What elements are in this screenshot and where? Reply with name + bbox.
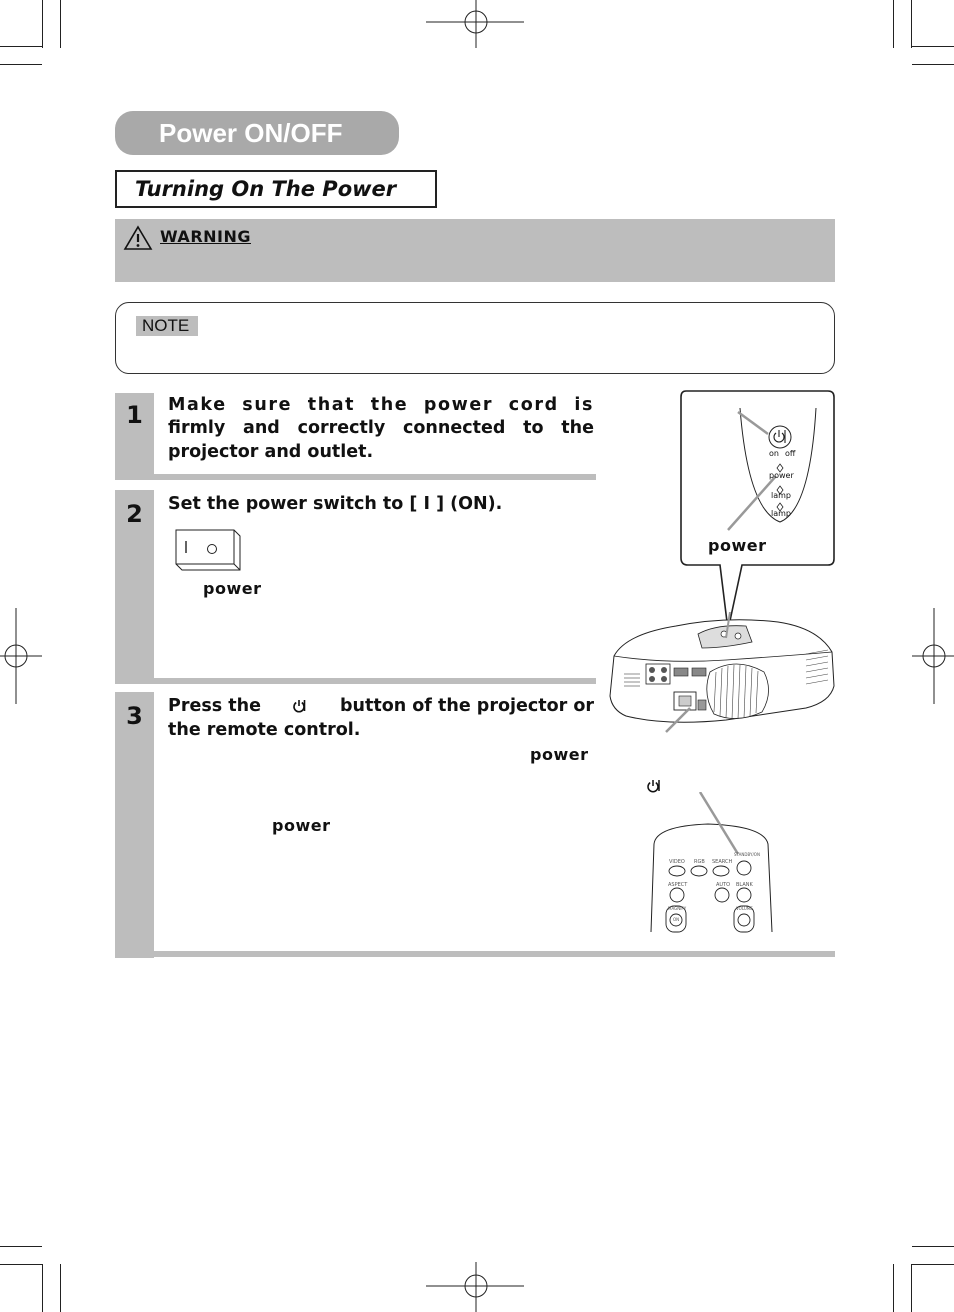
power-switch-icon: [174, 528, 244, 574]
step-2-text: Set the power switch to [ I ] (ON).: [168, 494, 503, 514]
panel-label-on: on: [769, 449, 779, 458]
remote-label-magnify: MAGNIFY: [668, 906, 687, 911]
remote-label-auto: AUTO: [716, 882, 731, 888]
panel-label-power: power: [769, 471, 794, 480]
step-1-line-1: Make sure that the power cord is: [168, 395, 594, 415]
panel-label-lamp: lamp: [771, 509, 791, 518]
remote-label-on: ON: [673, 917, 680, 922]
note-tag: NOTE: [136, 316, 198, 336]
power-indicator-label: power: [203, 579, 262, 598]
callout-power-label: power: [708, 536, 767, 555]
panel-label-off: off: [785, 449, 796, 458]
remote-label-volume: VOLUME: [736, 906, 753, 911]
step-number: 3: [126, 702, 143, 730]
remote-label-blank: BLANK: [736, 882, 753, 888]
panel-label-lamp: lamp: [771, 491, 791, 500]
remote-label-standby: STANDBY/ON: [734, 852, 760, 857]
remote-label-aspect: ASPECT: [668, 882, 688, 888]
step-1-line-3: projector and outlet.: [168, 442, 374, 462]
warning-label: WARNING: [160, 227, 251, 246]
warning-triangle-icon: [123, 225, 153, 251]
step-3-line-1: Press the button of the projector or: [168, 696, 594, 716]
standby-on-icon: [292, 698, 308, 714]
remote-label-rgb: RGB: [694, 859, 705, 865]
section-title: Turning On The Power: [115, 170, 437, 208]
power-indicator-label: power: [272, 816, 331, 835]
power-indicator-label: power: [530, 745, 589, 764]
warning-band: [115, 219, 835, 282]
remote-label-search: SEARCH: [712, 859, 733, 865]
projector-illustration: [606, 612, 838, 742]
step-number: 2: [126, 500, 143, 528]
note-box: [115, 302, 835, 374]
step-number: 1: [126, 401, 143, 429]
remote-label-video: VIDEO: [669, 859, 685, 865]
callout-frame: [680, 390, 836, 634]
step-1-line-2: firmly and correctly connected to the: [168, 418, 594, 438]
page-title: Power ON/OFF: [115, 111, 399, 155]
step-3-line-2: the remote control.: [168, 720, 361, 740]
